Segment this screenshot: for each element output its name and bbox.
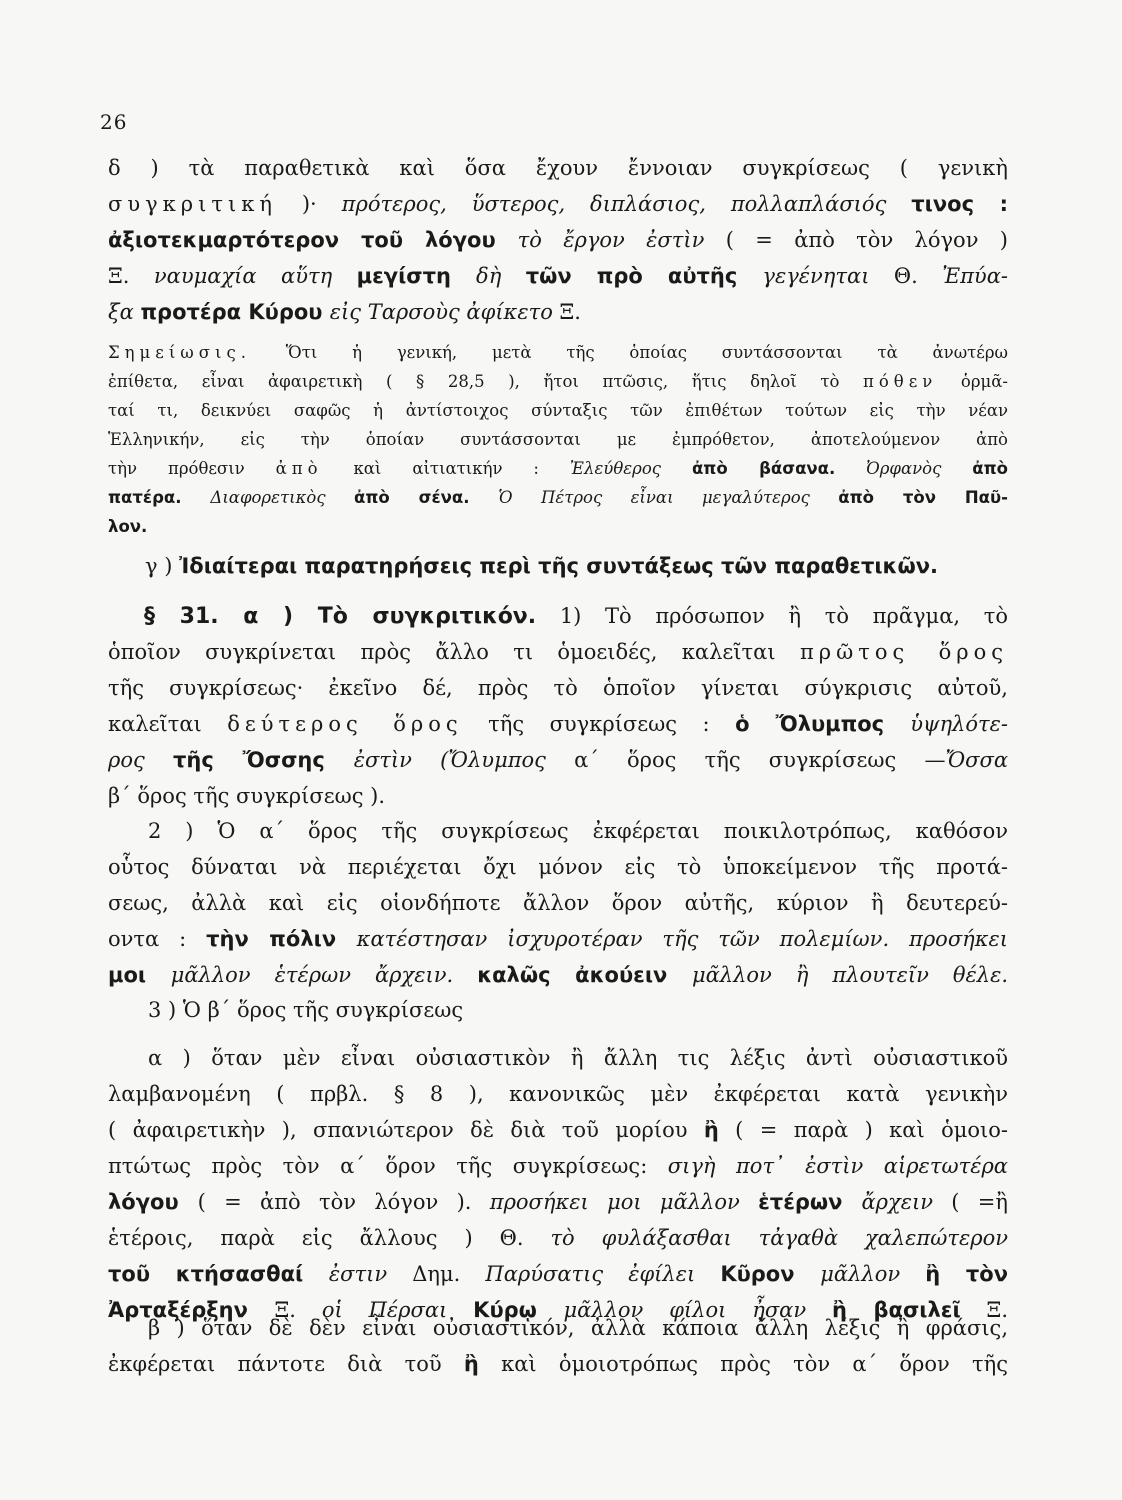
text-line: β ) ὅταν δὲ δὲν εἶναι οὐσιαστικόν, ἀλλὰ κάποια ἄλλη λέξις ἢ φράσις,	[148, 1316, 1008, 1340]
text-line: 3 ) Ὁ β΄ ὅρος τῆς συγκρίσεως	[148, 998, 464, 1022]
text-line: πτώτως πρὸς τὸν α΄ ὅρον τῆς συγκρίσεως: σιγὴ ποτ᾽ ἐστὶν αἱρετωτέρα	[108, 1154, 1008, 1178]
text-line: Ξ. ναυμαχία αὕτη μεγίστη δὴ τῶν πρὸ αὐτῆς γεγένηται Θ. Ἐπύα-	[108, 264, 1008, 288]
page-number: 26	[100, 110, 128, 134]
note-line: πατέρα. Διαφορετικὸς ἀπὸ σένα. Ὁ Πέτρος εἶναι μεγαλύτερος ἀπὸ τὸν Παῦ-	[108, 488, 1008, 507]
note-line: Ἑλληνικήν, εἰς τὴν ὁποίαν συντάσσονται με ἐμπρόθετον, ἀποτελούμενον ἀπὸ	[108, 430, 1008, 449]
text-line: α ) ὅταν μὲν εἶναι οὐσιαστικὸν ἢ ἄλλη τις λέξις ἀντὶ οὐσιαστικοῦ	[148, 1046, 1008, 1070]
section-31	[108, 598, 1008, 814]
section-delta	[108, 150, 1008, 330]
note-line: ταί τι, δεικνύει σαφῶς ἡ ἀντίστοιχος σύνταξις τῶν ἐπιθέτων τούτων εἰς τὴν νέαν	[108, 401, 1008, 420]
subsection-beta	[108, 1310, 1008, 1382]
text-line: β΄ ὅρος τῆς συγκρίσεως ).	[108, 784, 386, 808]
note-remark	[108, 338, 1008, 541]
paragraph-3	[108, 992, 1008, 1028]
text-line: γ ) Ἰδιαίτεραι παρατηρήσεις περὶ τῆς συντάξεως τῶν παραθετικῶν.	[145, 554, 938, 578]
text-line: οὗτος δύναται νὰ περιέχεται ὄχι μόνον εἰς τὸ ὑποκείμενον τῆς προτά-	[108, 855, 1008, 879]
text-line: λόγου ( = ἀπὸ τὸν λόγον ). προσήκει μοι μᾶλλον ἑτέρων ἄρχειν ( =ἢ	[108, 1190, 1008, 1214]
note-line: Σημείωσις. Ὅτι ἡ γενική, μετὰ τῆς ὁποίας συντάσσονται τὰ ἀνωτέρω	[108, 343, 1008, 362]
section-gamma-heading	[145, 548, 1015, 584]
text-line: 2 ) Ὁ α΄ ὅρος τῆς συγκρίσεως ἐκφέρεται ποικιλοτρόπως, καθόσον	[148, 819, 1008, 843]
note-line: τὴν πρόθεσιν ἀπὸ καὶ αἰτιατικήν : Ἐλεύθερος ἀπὸ βάσανα. Ὀρφανὸς ἀπὸ	[108, 459, 1008, 478]
text-line: τοῦ κτήσασθαί ἐστιν Δημ. Παρύσατις ἐφίλει Κῦρον μᾶλλον ἢ τὸν	[108, 1262, 1008, 1286]
text-line: ρος τῆς Ὄσσης ἐστὶν (Ὄλυμπος α΄ ὅρος τῆς συγκρίσεως —Ὄσσα	[108, 748, 1008, 772]
text-line: συγκριτική )· πρότερος, ὕστερος, διπλάσιος, πολλαπλάσιός τινος :	[108, 192, 1008, 216]
text-line: ὁποῖον συγκρίνεται πρὸς ἄλλο τι ὁμοειδές, καλεῖται πρῶτος ὅρος	[108, 640, 1008, 664]
text-line: ( ἀφαιρετικὴν ), σπανιώτερον δὲ διὰ τοῦ μορίου ἢ ( = παρὰ ) καὶ ὁμοιο-	[108, 1118, 1008, 1142]
text-line: οντα : τὴν πόλιν κατέστησαν ἰσχυροτέραν τῆς τῶν πολεμίων. προσήκει	[108, 927, 1008, 951]
text-line: καλεῖται δεύτερος ὅρος τῆς συγκρίσεως : ὁ Ὄλυμπος ὑψηλότε-	[108, 712, 1008, 736]
text-line: ἀξιοτεκμαρτότερον τοῦ λόγου τὸ ἔργον ἐστὶν ( = ἀπὸ τὸν λόγον )	[108, 228, 1008, 252]
subsection-alpha	[108, 1040, 1008, 1328]
text-line: Ἀρταξέρξην Ξ. οἱ Πέρσαι Κύρῳ μᾶλλον φίλοι ἦσαν ἢ βασιλεῖ Ξ.	[108, 1298, 1008, 1322]
text-line: σεως, ἀλλὰ καὶ εἰς οἱονδήποτε ἄλλον ὅρον αὐτῆς, κύριον ἢ δευτερεύ-	[108, 891, 1008, 915]
text-line: ξα προτέρα Κύρου εἰς Ταρσοὺς ἀφίκετο Ξ.	[108, 300, 581, 324]
text-line: μοι μᾶλλον ἑτέρων ἄρχειν. καλῶς ἀκούειν μᾶλλον ἢ πλουτεῖν θέλε.	[108, 963, 1008, 987]
paragraph-2	[108, 813, 1008, 993]
text-line: δ ) τὰ παραθετικὰ καὶ ὅσα ἔχουν ἔννοιαν συγκρίσεως ( γενικὴ	[108, 156, 1008, 180]
text-line: λαμβανομένη ( πρβλ. § 8 ), κανονικῶς μὲν ἐκφέρεται κατὰ γενικὴν	[108, 1082, 1008, 1106]
note-line: λον.	[108, 517, 148, 536]
text-line: ἐκφέρεται πάντοτε διὰ τοῦ ἢ καὶ ὁμοιοτρόπως πρὸς τὸν α΄ ὅρον τῆς	[108, 1352, 1008, 1376]
note-line: ἐπίθετα, εἶναι ἀφαιρετικὴ ( § 28,5 ), ἤτοι πτῶσις, ἥτις δηλοῖ τὸ πόθεν ὁρμᾶ-	[108, 372, 1008, 391]
text-line: ἑτέροις, παρὰ εἰς ἄλλους ) Θ. τὸ φυλάξασθαι τἀγαθὰ χαλεπώτερον	[108, 1226, 1008, 1250]
text-line: τῆς συγκρίσεως· ἐκεῖνο δέ, πρὸς τὸ ὁποῖον γίνεται σύγκρισις αὐτοῦ,	[108, 676, 1008, 700]
text-line: § 31. α ) Τὸ συγκριτικόν. 1) Τὸ πρόσωπον ἢ τὸ πρᾶγμα, τὸ	[144, 604, 1008, 629]
